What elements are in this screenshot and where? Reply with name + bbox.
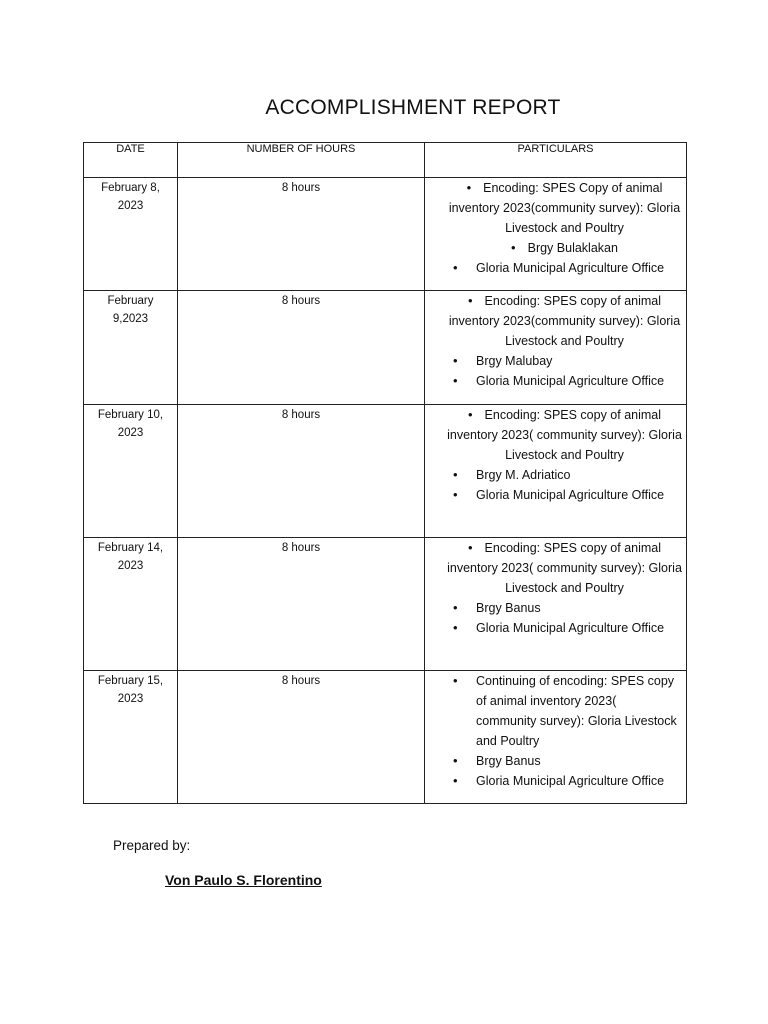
hours-cell: 8 hours — [178, 178, 425, 291]
table-row — [84, 291, 687, 405]
list-item-text: Gloria Municipal Agriculture Office — [476, 774, 665, 788]
list-item-text: Brgy Malubay — [476, 354, 553, 368]
date-cell: February 10, 2023 — [84, 405, 178, 538]
particulars-cell — [425, 671, 687, 804]
signatory-name: Von Paulo S. Florentino — [165, 872, 322, 888]
list-item-text: Brgy Bulaklakan — [527, 241, 618, 255]
prepared-by-label: Prepared by: — [113, 838, 191, 853]
list-item — [429, 618, 682, 638]
particulars-cell — [425, 405, 687, 538]
header-date: DATE — [84, 143, 178, 178]
hours-cell: 8 hours — [178, 671, 425, 804]
table-header-row — [84, 143, 687, 178]
particulars-cell — [425, 291, 687, 405]
bullet-icon: • — [453, 373, 458, 388]
list-item-text: Brgy Banus — [476, 754, 541, 768]
date-cell: February 14, 2023 — [84, 538, 178, 671]
list-item-text: Brgy Banus — [476, 601, 541, 615]
hours-cell: 8 hours — [178, 405, 425, 538]
bullet-icon: • — [466, 180, 472, 195]
date-cell: February 15, 2023 — [84, 671, 178, 804]
list-item — [429, 371, 682, 391]
bullet-icon: • — [453, 487, 458, 502]
header-hours: NUMBER OF HOURS — [178, 143, 425, 178]
table-row — [84, 538, 687, 671]
bullet-icon: • — [453, 353, 458, 368]
bullet-icon: • — [511, 240, 516, 255]
list-item-text: Encoding: SPES copy of animal inventory 2023(community survey): Gloria Livestock and Poultry — [448, 294, 681, 348]
list-item — [429, 598, 682, 618]
bullet-icon: • — [453, 260, 458, 275]
header-particulars: PARTICULARS — [425, 143, 687, 178]
list-item-text: Gloria Municipal Agriculture Office — [476, 488, 665, 502]
table-row — [84, 405, 687, 538]
list-item — [429, 485, 682, 505]
list-item — [429, 291, 682, 351]
list-item — [429, 258, 682, 278]
list-item — [429, 238, 682, 258]
accomplishment-table — [83, 142, 687, 804]
table-row — [84, 671, 687, 804]
list-item — [429, 771, 682, 791]
list-item — [429, 671, 682, 751]
bullet-icon: • — [467, 540, 473, 555]
bullet-icon: • — [467, 293, 473, 308]
list-item — [429, 178, 682, 238]
bullet-icon: • — [453, 773, 458, 788]
bullet-icon: • — [453, 600, 458, 615]
list-item-text: Continuing of encoding: SPES copy of animal inventory 2023( community survey): Gloria Livestock and Poultry — [476, 674, 677, 748]
table-row — [84, 178, 687, 291]
list-item — [429, 538, 682, 598]
list-item-text: Brgy M. Adriatico — [476, 468, 571, 482]
bullet-icon: • — [453, 620, 458, 635]
particulars-cell — [425, 178, 687, 291]
list-item — [429, 405, 682, 465]
list-item-text: Encoding: SPES Copy of animal inventory 2023(community survey): Gloria Livestock and Poultry — [448, 181, 681, 235]
hours-cell: 8 hours — [178, 538, 425, 671]
particulars-cell — [425, 538, 687, 671]
list-item — [429, 751, 682, 771]
list-item-text: Gloria Municipal Agriculture Office — [476, 374, 665, 388]
list-item-text: Gloria Municipal Agriculture Office — [476, 621, 665, 635]
list-item — [429, 351, 682, 371]
bullet-icon: • — [453, 467, 458, 482]
list-item — [429, 465, 682, 485]
list-item-text: Gloria Municipal Agriculture Office — [476, 261, 665, 275]
bullet-icon: • — [453, 753, 458, 768]
hours-cell: 8 hours — [178, 291, 425, 405]
bullet-icon: • — [453, 673, 458, 688]
bullet-icon: • — [467, 407, 473, 422]
list-item-text: Encoding: SPES copy of animal inventory 2023( community survey): Gloria Livestock and Poultry — [447, 408, 682, 462]
date-cell: February 9,2023 — [84, 291, 178, 405]
report-title: ACCOMPLISHMENT REPORT — [265, 96, 561, 119]
date-cell: February 8, 2023 — [84, 178, 178, 291]
list-item-text: Encoding: SPES copy of animal inventory 2023( community survey): Gloria Livestock and Poultry — [447, 541, 682, 595]
